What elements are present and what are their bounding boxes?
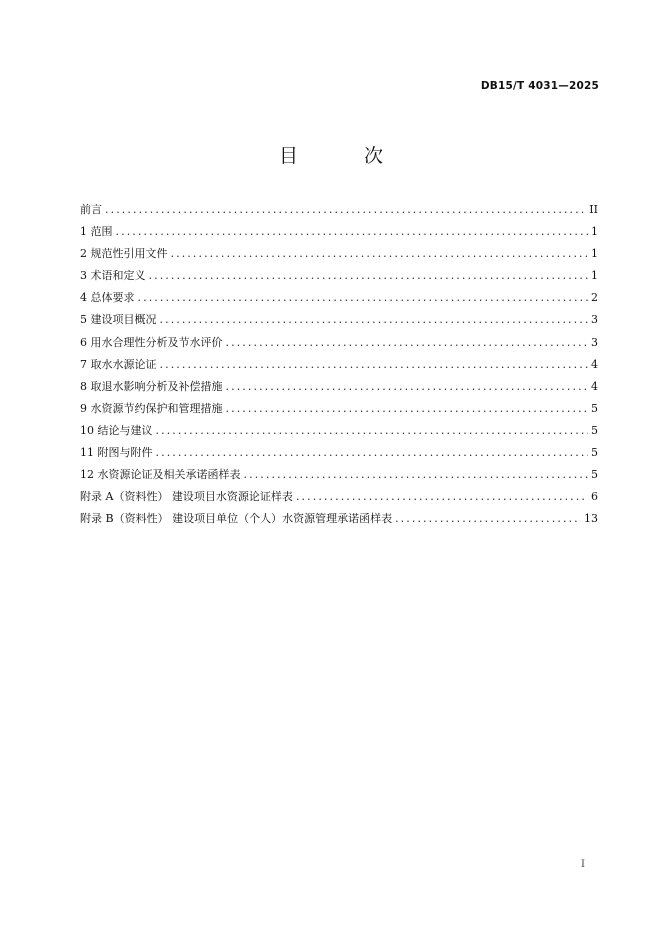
toc-entry-label: 9 水资源节约保护和管理措施 bbox=[80, 401, 223, 415]
toc-entry-label: 4 总体要求 bbox=[80, 291, 135, 305]
toc-entry-page: 4 bbox=[591, 379, 598, 393]
toc-entry-label: 2 规范性引用文件 bbox=[80, 247, 168, 261]
toc-dot-leader bbox=[171, 243, 589, 265]
toc-entry-page: 1 bbox=[591, 247, 598, 261]
toc-entry-label: 10 结论与建议 bbox=[80, 423, 153, 437]
toc-dot-leader bbox=[149, 265, 589, 287]
toc-entry-page: 5 bbox=[591, 401, 598, 415]
toc-entry-page: II bbox=[589, 203, 598, 216]
toc-entry-label: 8 取退水影响分析及补偿措施 bbox=[80, 379, 223, 393]
toc-dot-leader bbox=[395, 508, 581, 530]
toc-entry[interactable] bbox=[80, 464, 598, 486]
toc-entry[interactable] bbox=[80, 221, 598, 243]
page-number: I bbox=[581, 859, 585, 870]
toc-entry-label: 6 用水合理性分析及节水评价 bbox=[80, 335, 223, 349]
toc-entry[interactable] bbox=[80, 486, 598, 508]
toc-entry[interactable] bbox=[80, 287, 598, 309]
toc-entry-page: 13 bbox=[584, 512, 598, 526]
toc-entry-page: 6 bbox=[591, 490, 598, 504]
toc-dot-leader bbox=[226, 398, 589, 420]
toc-entry[interactable] bbox=[80, 199, 598, 221]
toc-entry[interactable] bbox=[80, 442, 598, 464]
toc-dot-leader bbox=[116, 221, 589, 243]
toc-entry[interactable] bbox=[80, 332, 598, 354]
toc-dot-leader bbox=[244, 464, 589, 486]
toc-entry-label: 附录 A（资料性） 建设项目水资源论证样表 bbox=[80, 490, 293, 504]
toc-entry-label: 3 术语和定义 bbox=[80, 269, 146, 283]
toc-dot-leader bbox=[160, 309, 589, 331]
toc-entry-label: 前言 bbox=[80, 203, 102, 216]
toc-entry-label: 12 水资源论证及相关承诺函样表 bbox=[80, 468, 241, 482]
toc-entry-page: 3 bbox=[591, 313, 598, 327]
toc-entry[interactable] bbox=[80, 508, 598, 530]
toc-entry-label: 附录 B（资料性） 建设项目单位（个人）水资源管理承诺函样表 bbox=[80, 512, 393, 526]
toc-entry-label: 5 建设项目概况 bbox=[80, 313, 157, 327]
toc-dot-leader bbox=[156, 442, 589, 464]
toc-entry-page: 1 bbox=[591, 225, 598, 239]
toc-entry-page: 3 bbox=[591, 335, 598, 349]
toc-entry[interactable] bbox=[80, 376, 598, 398]
toc-entry[interactable] bbox=[80, 265, 598, 287]
toc-entry[interactable] bbox=[80, 243, 598, 265]
toc-entry-page: 4 bbox=[591, 357, 598, 371]
toc-entry-label: 1 范围 bbox=[80, 225, 113, 239]
page-title: 目 次 bbox=[278, 145, 414, 167]
toc-entry-page: 5 bbox=[591, 423, 598, 437]
toc-entry-label: 11 附图与附件 bbox=[80, 446, 153, 460]
toc-entry[interactable] bbox=[80, 420, 598, 442]
standard-code: DB15/T 4031—2025 bbox=[480, 80, 599, 92]
toc-entry-page: 5 bbox=[591, 468, 598, 482]
toc-dot-leader bbox=[160, 354, 589, 376]
toc-entry-page: 2 bbox=[591, 291, 598, 305]
toc-dot-leader bbox=[226, 376, 589, 398]
toc-dot-leader bbox=[296, 486, 588, 508]
toc-dot-leader bbox=[138, 287, 589, 309]
toc-entry-label: 7 取水水源论证 bbox=[80, 357, 157, 371]
toc-dot-leader bbox=[156, 420, 589, 442]
toc-entry[interactable] bbox=[80, 354, 598, 376]
toc-dot-leader bbox=[226, 332, 589, 354]
toc-entry[interactable] bbox=[80, 398, 598, 420]
toc-entry-page: 5 bbox=[591, 446, 598, 460]
toc-dot-leader bbox=[105, 199, 586, 221]
toc-entry-page: 1 bbox=[591, 269, 598, 283]
table-of-contents bbox=[80, 199, 598, 530]
toc-entry[interactable] bbox=[80, 309, 598, 331]
